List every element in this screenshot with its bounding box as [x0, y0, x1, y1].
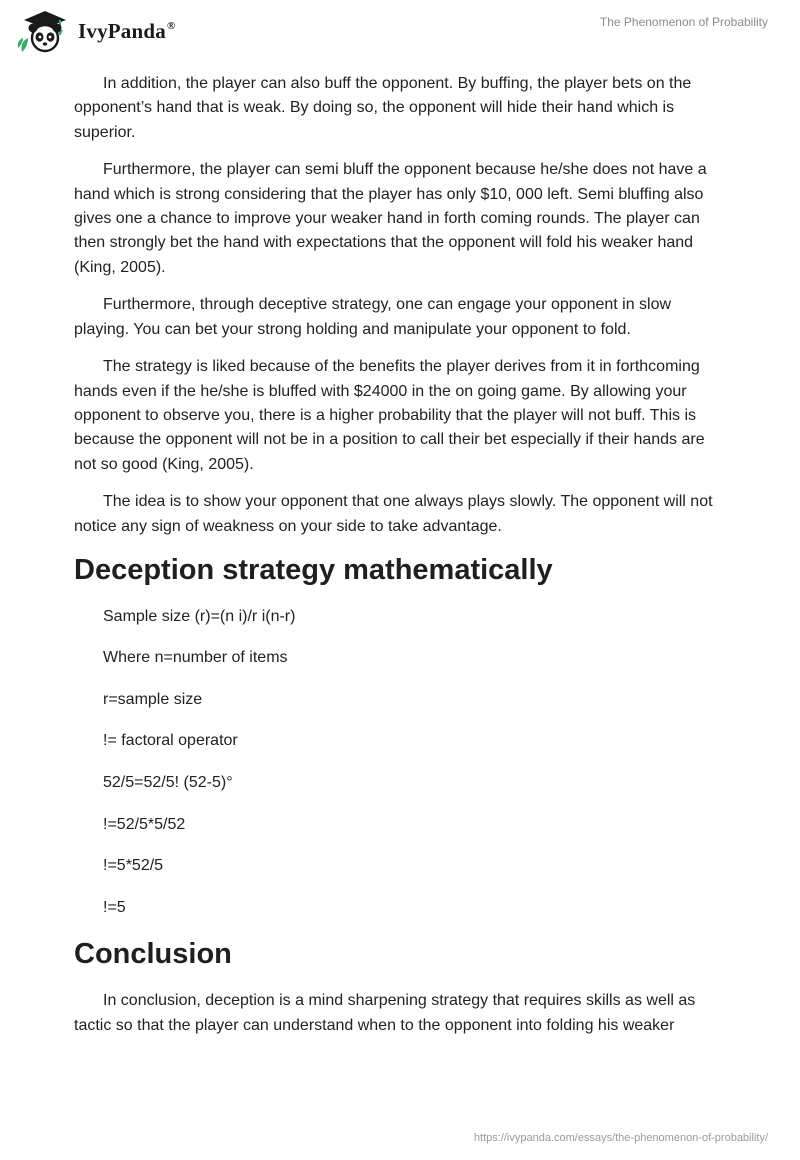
math-line: != factoral operator: [103, 732, 238, 750]
paragraph-slow-playing: Furthermore, through deceptive strategy, one can engage your opponent in slow playing. You can bet your strong holding and manipulate your opponent to fold.: [74, 296, 672, 338]
page-header: [0, 0, 800, 60]
math-line: !=5*52/5: [103, 857, 164, 875]
math-line: !=52/5*5/52: [103, 815, 186, 833]
paragraph-idea: The idea is to show your opponent that one always plays slowly. The opponent will not notice any sign of weakness on your side to take advantage.: [74, 493, 713, 535]
heading-conclusion: Conclusion: [74, 938, 232, 971]
math-line: !=5: [103, 898, 126, 916]
paragraph-strategy-benefits: The strategy is liked because of the benefits the player derives from it in forthcoming hands even if the he/she is bluffed with $24000 in the on going game. By allowing your opponent to observe you, there is a higher probability that the player will not buff. This is because the opponent will not be in a position to call their bet especially if their hands are not so good (King, 2005).: [74, 358, 705, 473]
paragraph-buffing: In addition, the player can also buff the opponent. By buffing, the player bets on the opponent’s hand that is weak. By doing so, the opponent will hide their hand which is superior.: [74, 75, 692, 141]
math-line: r=sample size: [103, 690, 203, 708]
paragraph-semi-bluff: Furthermore, the player can semi bluff the opponent because he/she does not have a hand which is strong considering that the player has only $10, 000 left. Semi bluffing also gives one a chance to improve your weaker hand in forth coming rounds. The player can then strongly bet the hand with expectations that the opponent will fold his weaker hand (King, 2005).: [74, 161, 707, 276]
math-line: Where n=number of items: [103, 649, 288, 667]
math-lines: [74, 605, 730, 920]
brand-logo[interactable]: [16, 8, 175, 54]
heading-deception-math: Deception strategy mathematically: [74, 553, 553, 586]
panda-graduate-icon: [16, 8, 74, 54]
paragraph-conclusion: In conclusion, deception is a mind sharpening strategy that requires skills as well as tactic so that the player can understand when to the opponent into folding his weaker: [74, 992, 696, 1034]
registered-mark: ®: [166, 19, 176, 32]
source-url[interactable]: https://ivypanda.com/essays/the-phenomenon-of-probability/: [473, 1132, 768, 1144]
math-line: 52/5=52/5! (52-5)°: [103, 773, 233, 791]
running-title: The Phenomenon of Probability: [599, 15, 768, 29]
brand-name: IvyPanda®: [78, 18, 176, 43]
essay-body: [74, 72, 730, 1051]
math-line: Sample size (r)=(n i)/r i(n-r): [103, 607, 296, 625]
